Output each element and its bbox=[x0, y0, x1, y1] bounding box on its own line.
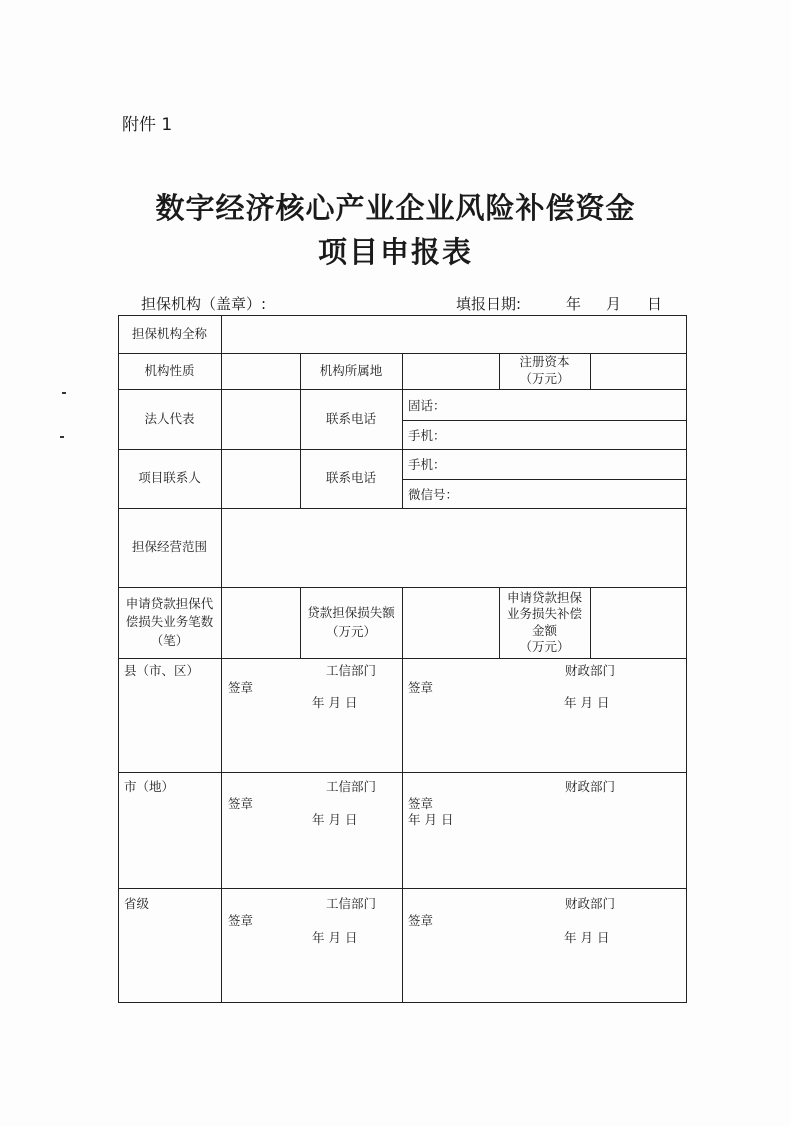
business-scope-field[interactable] bbox=[221, 508, 686, 587]
county-it-sign-label: 签章 bbox=[228, 680, 254, 695]
full-name-field[interactable] bbox=[221, 315, 686, 353]
contact-phone-label: 联系电话 bbox=[325, 470, 376, 486]
form-title-line2: 项目申报表 bbox=[317, 235, 473, 269]
location-field[interactable] bbox=[402, 353, 499, 389]
legal-rep-field[interactable] bbox=[221, 389, 300, 449]
loan-count-label: 申请贷款担保代 偿损失业务笔数 （笔） bbox=[125, 596, 214, 648]
fill-date-label: 填报日期: bbox=[456, 295, 522, 313]
contact-field[interactable] bbox=[221, 449, 300, 508]
legal-rep-phone-label: 联系电话 bbox=[325, 410, 376, 426]
registered-capital-field[interactable] bbox=[590, 353, 686, 389]
contact-label: 项目联系人 bbox=[138, 470, 201, 486]
province-finance-signature-area[interactable] bbox=[402, 950, 686, 1002]
landline-label: 固话： bbox=[408, 398, 446, 413]
city-finance-dept-label: 财政部门 bbox=[565, 779, 616, 794]
province-it-date: 年 月 日 bbox=[312, 930, 358, 945]
city-it-signature-area[interactable] bbox=[221, 832, 402, 888]
compensation-label: 申请贷款担保 业务损失补偿 金额 （万元） bbox=[506, 589, 582, 654]
wechat-label: 微信号： bbox=[408, 487, 459, 502]
scan-mark bbox=[60, 436, 64, 438]
business-scope-label: 担保经营范围 bbox=[131, 539, 207, 555]
city-it-date: 年 月 日 bbox=[312, 812, 358, 827]
fill-date-month: 月 bbox=[606, 295, 622, 313]
registered-capital-label: 注册资本 （万元） bbox=[519, 354, 570, 386]
city-it-sign-label: 签章 bbox=[228, 796, 254, 811]
county-finance-sign-label: 签章 bbox=[408, 680, 434, 695]
city-finance-date: 年 月 日 bbox=[408, 812, 454, 827]
nature-label: 机构性质 bbox=[144, 362, 195, 378]
form-title-line1: 数字经济核心产业企业风险补偿资金 bbox=[155, 191, 636, 225]
institution-seal-label: 担保机构（盖章）: bbox=[141, 295, 267, 313]
county-it-date: 年 月 日 bbox=[312, 695, 358, 710]
province-it-sign-label: 签章 bbox=[228, 913, 254, 928]
scan-mark bbox=[62, 392, 66, 394]
county-level-label: 县（市、区） bbox=[124, 663, 200, 678]
province-it-dept-label: 工信部门 bbox=[326, 896, 377, 911]
city-it-dept-label: 工信部门 bbox=[326, 779, 377, 794]
city-finance-sign-label: 签章 bbox=[408, 796, 434, 811]
nature-field[interactable] bbox=[221, 353, 300, 389]
loan-loss-field[interactable] bbox=[402, 587, 499, 658]
legal-rep-mobile-label: 手机： bbox=[408, 428, 446, 443]
county-finance-signature-area[interactable] bbox=[402, 715, 686, 772]
loan-loss-label: 贷款担保损失额 （万元） bbox=[307, 605, 395, 639]
province-finance-dept-label: 财政部门 bbox=[565, 896, 616, 911]
county-finance-dept-label: 财政部门 bbox=[565, 663, 616, 678]
fill-date-day: 日 bbox=[647, 295, 663, 313]
province-level-label: 省级 bbox=[124, 896, 150, 911]
county-it-dept-label: 工信部门 bbox=[326, 663, 377, 678]
contact-mobile-label: 手机： bbox=[408, 457, 446, 472]
legal-rep-label: 法人代表 bbox=[144, 410, 195, 426]
city-finance-signature-area[interactable] bbox=[402, 832, 686, 888]
attachment-label: 附件 1 bbox=[122, 115, 173, 135]
county-it-signature-area[interactable] bbox=[221, 715, 402, 772]
location-label: 机构所属地 bbox=[319, 362, 383, 378]
city-level-label: 市（地） bbox=[124, 779, 175, 794]
province-finance-date: 年 月 日 bbox=[564, 930, 610, 945]
full-name-label: 担保机构全称 bbox=[131, 325, 207, 341]
county-finance-date: 年 月 日 bbox=[564, 695, 610, 710]
compensation-field[interactable] bbox=[590, 587, 686, 658]
province-it-signature-area[interactable] bbox=[221, 950, 402, 1002]
fill-date-year: 年 bbox=[566, 295, 582, 313]
loan-count-field[interactable] bbox=[221, 587, 300, 658]
province-finance-sign-label: 签章 bbox=[408, 913, 434, 928]
